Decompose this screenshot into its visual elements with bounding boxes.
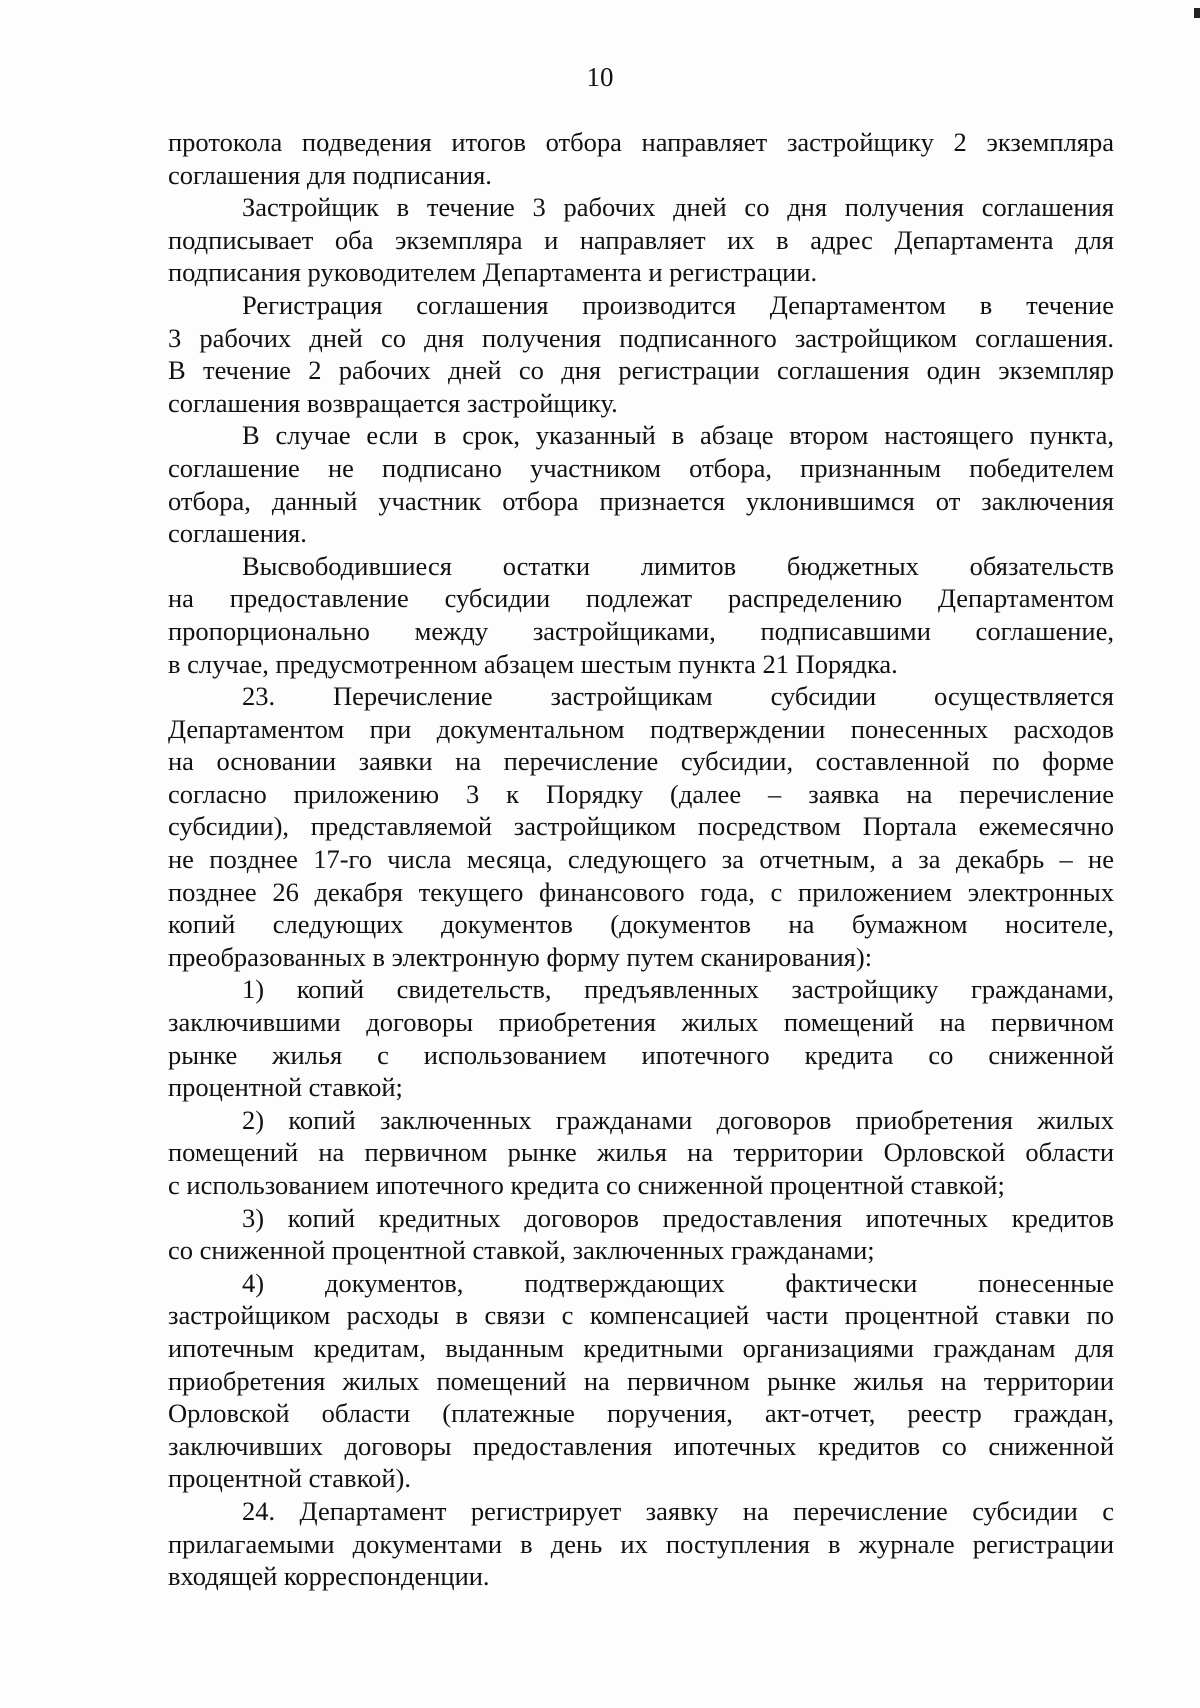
text-line: В случае если в срок, указанный в абзаце втором настоящего пункта, xyxy=(242,420,1114,451)
text-line: входящей корреспонденции. xyxy=(168,1561,490,1592)
text-line: подписывает оба экземпляра и направляет их в адрес Департамента для xyxy=(168,224,1114,255)
text-line: заключивших договоры предоставления ипотечных кредитов со сниженной xyxy=(168,1430,1114,1461)
text-line: приобретения жилых помещений на первичном рынке жилья на территории xyxy=(168,1365,1114,1396)
text-line: 3 рабочих дней со дня получения подписанного застройщиком соглашения. xyxy=(168,322,1114,353)
text-line: в случае, предусмотренном абзацем шестым пункта 21 Порядка. xyxy=(168,648,898,679)
text-line: 23. Перечисление застройщикам субсидии осуществляется xyxy=(242,681,1114,712)
text-line: позднее 26 декабря текущего финансового года, с приложением электронных xyxy=(168,876,1114,907)
paragraph xyxy=(168,680,1114,973)
paragraph xyxy=(168,1495,1114,1593)
text-line: копий следующих документов (документов на бумажном носителе, xyxy=(168,909,1114,940)
text-line: соглашение не подписано участником отбора, признанным победителем xyxy=(168,452,1114,483)
text-line: 1) копий свидетельств, предъявленных застройщику гражданами, xyxy=(242,974,1114,1005)
text-line: подписания руководителем Департамента и регистрации. xyxy=(168,257,818,288)
text-line: соглашения возвращается застройщику. xyxy=(168,387,618,418)
text-line: протокола подведения итогов отбора направляет застройщику 2 экземпляра xyxy=(168,127,1114,157)
text-line: помещений на первичном рынке жилья на территории Орловской области xyxy=(168,1137,1114,1168)
page-number: 10 xyxy=(586,62,614,92)
text-line: Департаментом при документальном подтверждении понесенных расходов xyxy=(168,713,1114,744)
text-line: на предоставление субсидии подлежат распределению Департаментом xyxy=(168,583,1114,614)
text-line: процентной ставкой; xyxy=(168,1072,403,1103)
text-line: соглашения для подписания. xyxy=(168,159,492,190)
paragraph xyxy=(168,1104,1114,1202)
text-line: 2) копий заключенных гражданами договоров приобретения жилых xyxy=(242,1104,1114,1135)
paragraph xyxy=(168,1202,1114,1267)
scan-mark xyxy=(1194,8,1200,18)
text-line: Высвободившиеся остатки лимитов бюджетных обязательств xyxy=(242,550,1114,581)
text-line: В течение 2 рабочих дней со дня регистрации соглашения один экземпляр xyxy=(168,355,1114,386)
text-line: заключившими договоры приобретения жилых помещений на первичном xyxy=(168,1007,1114,1038)
paragraph xyxy=(168,191,1114,289)
text-line: Застройщик в течение 3 рабочих дней со дня получения соглашения xyxy=(242,192,1114,223)
paragraph xyxy=(168,1267,1114,1495)
text-line: процентной ставкой). xyxy=(168,1463,411,1494)
paragraph xyxy=(168,419,1114,549)
text-line: со сниженной процентной ставкой, заключенных гражданами; xyxy=(168,1235,875,1266)
text-line: согласно приложению 3 к Порядку (далее – заявка на перечисление xyxy=(168,778,1114,809)
text-line: застройщиком расходы в связи с компенсацией части процентной ставки по xyxy=(168,1300,1114,1331)
paragraph xyxy=(168,289,1114,419)
text-line: 3) копий кредитных договоров предоставления ипотечных кредитов xyxy=(242,1202,1114,1233)
document-body xyxy=(168,126,1114,1593)
text-line: ипотечным кредитам, выданным кредитными организациями гражданам для xyxy=(168,1332,1114,1363)
paragraph xyxy=(168,550,1114,680)
text-line: Регистрация соглашения производится Департаментом в течение xyxy=(242,289,1114,320)
text-line: субсидии), представляемой застройщиком посредством Портала ежемесячно xyxy=(168,811,1114,842)
text-line: преобразованных в электронную форму путем сканирования): xyxy=(168,941,873,972)
text-line: рынке жилья с использованием ипотечного кредита со сниженной xyxy=(168,1039,1114,1070)
text-line: отбора, данный участник отбора признается уклонившимся от заключения xyxy=(168,485,1114,516)
text-line: 24. Департамент регистрирует заявку на перечисление субсидии с xyxy=(242,1495,1114,1526)
text-line: соглашения. xyxy=(168,518,307,549)
text-line: на основании заявки на перечисление субсидии, составленной по форме xyxy=(168,746,1114,777)
text-line: не позднее 17-го числа месяца, следующего за отчетным, а за декабрь – не xyxy=(168,844,1114,875)
paragraph xyxy=(168,126,1114,191)
text-line: 4) документов, подтверждающих фактически понесенные xyxy=(242,1267,1114,1298)
text-line: пропорционально между застройщиками, подписавшими соглашение, xyxy=(168,615,1114,646)
text-line: с использованием ипотечного кредита со сниженной процентной ставкой; xyxy=(168,1170,1005,1200)
paragraph xyxy=(168,973,1114,1103)
text-line: прилагаемыми документами в день их поступления в журнале регистрации xyxy=(168,1528,1114,1559)
text-line: Орловской области (платежные поручения, акт-отчет, реестр граждан, xyxy=(168,1398,1114,1429)
